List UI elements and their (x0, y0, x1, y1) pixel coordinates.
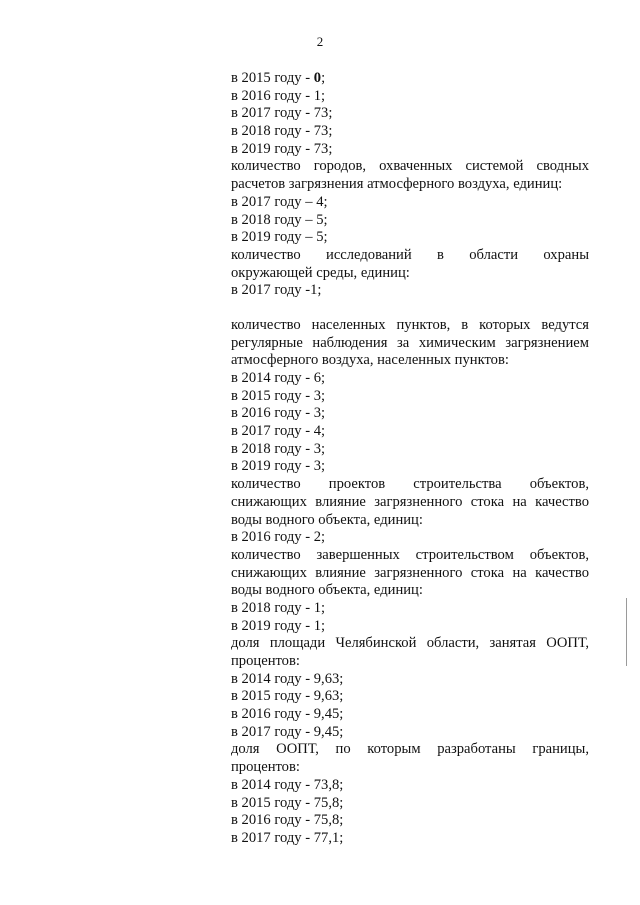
document-line (231, 317, 589, 335)
document-line (231, 759, 589, 777)
line-text: в 2017 году - 73; (231, 105, 333, 122)
document-line (231, 423, 589, 441)
document-line (231, 388, 589, 406)
line-text: снижающих влияние загрязненного стока на качество (231, 564, 589, 581)
document-line (231, 70, 589, 88)
line-text: расчетов загрязнения атмосферного воздуха, единиц: (231, 176, 563, 193)
line-text: в 2019 году - 73; (231, 140, 333, 157)
line-text: количество исследований в области охраны (231, 246, 589, 263)
document-line (231, 265, 589, 283)
line-text: в 2016 году - 2; (231, 529, 326, 546)
document-line (231, 158, 589, 176)
line-text: процентов: (231, 653, 300, 669)
line-text: количество городов, охваченных системой сводных (231, 158, 589, 175)
document-line (231, 335, 589, 353)
line-text: доля площади Челябинской области, занятая ООПТ, (231, 635, 589, 652)
document-line (231, 529, 589, 547)
document-line (231, 229, 589, 247)
document-line (231, 247, 589, 265)
scan-edge-mark (626, 598, 627, 666)
line-text: в 2015 году - 3; (231, 387, 326, 404)
document-body (231, 70, 589, 848)
line-text: воды водного объекта, единиц: (231, 582, 423, 599)
line-text: атмосферного воздуха, населенных пунктов: (231, 352, 509, 369)
line-text: окружающей среды, единиц: (231, 264, 410, 281)
line-suffix: ; (321, 70, 326, 86)
document-line (231, 405, 589, 423)
line-text: в 2018 году - 3; (231, 440, 326, 457)
line-text: воды водного объекта, единиц: (231, 511, 423, 528)
line-text: количество проектов строительства объектов, (231, 476, 589, 493)
document-line (231, 458, 589, 476)
document-line (231, 635, 589, 653)
line-text: в 2017 году - 77,1; (231, 829, 344, 846)
line-text: в 2017 году - 9,45; (231, 723, 344, 740)
document-line (231, 812, 589, 830)
line-text: в 2019 году – 5; (231, 229, 328, 246)
document-line (231, 441, 589, 459)
document-line (231, 212, 589, 230)
document-line (231, 653, 589, 671)
document-line (231, 741, 589, 759)
document-line (231, 494, 589, 512)
document-line (231, 688, 589, 706)
line-text: в 2016 году - 1; (231, 87, 326, 104)
document-line (231, 370, 589, 388)
line-text: количество завершенных строительством объектов, (231, 546, 589, 563)
line-text: регулярные наблюдения за химическим загрязнением (231, 334, 589, 351)
document-line (231, 671, 589, 689)
line-text: количество населенных пунктов, в которых ведутся (231, 316, 589, 333)
line-text: в 2016 году - 9,45; (231, 706, 344, 723)
document-line (231, 777, 589, 795)
document-line (231, 830, 589, 848)
line-text: в 2014 году - 6; (231, 370, 326, 386)
line-text: в 2017 году – 4; (231, 193, 328, 210)
line-text: в 2017 году -1; (231, 282, 322, 299)
document-line (231, 141, 589, 159)
document-line (231, 105, 589, 123)
document-line (231, 176, 589, 194)
document-line (231, 123, 589, 141)
document-line (231, 582, 589, 600)
line-text: в 2018 году - 73; (231, 123, 333, 140)
paragraph-gap (231, 300, 589, 317)
line-text: в 2019 году - 3; (231, 458, 326, 475)
line-text: в 2019 году - 1; (231, 617, 326, 634)
line-text: доля ООПТ, по которым разработаны границы, (231, 741, 589, 758)
line-text: в 2017 году - 4; (231, 423, 326, 440)
line-text: в 2015 году - (231, 70, 314, 86)
line-text: в 2016 году - 3; (231, 405, 326, 422)
line-value: 0 (313, 70, 322, 86)
page-number: 2 (316, 34, 324, 49)
line-text: в 2016 году - 75,8; (231, 812, 344, 829)
document-line (231, 512, 589, 530)
line-text: в 2015 году - 9,63; (231, 688, 344, 705)
document-line (231, 547, 589, 565)
document-line (231, 565, 589, 583)
document-line (231, 88, 589, 106)
document-line (231, 282, 589, 300)
document-line (231, 724, 589, 742)
document-line (231, 352, 589, 370)
document-line (231, 600, 589, 618)
line-text: в 2014 году - 9,63; (231, 670, 344, 687)
document-line (231, 795, 589, 813)
document-line (231, 706, 589, 724)
line-text: в 2015 году - 75,8; (231, 794, 344, 811)
line-text: в 2018 году - 1; (231, 599, 326, 616)
line-text: в 2014 году - 73,8; (231, 776, 344, 793)
document-line (231, 194, 589, 212)
line-text: в 2018 году – 5; (231, 211, 328, 228)
line-text: снижающих влияние загрязненного стока на качество (231, 493, 589, 510)
line-text: процентов: (231, 759, 300, 776)
document-line (231, 618, 589, 636)
document-line (231, 476, 589, 494)
